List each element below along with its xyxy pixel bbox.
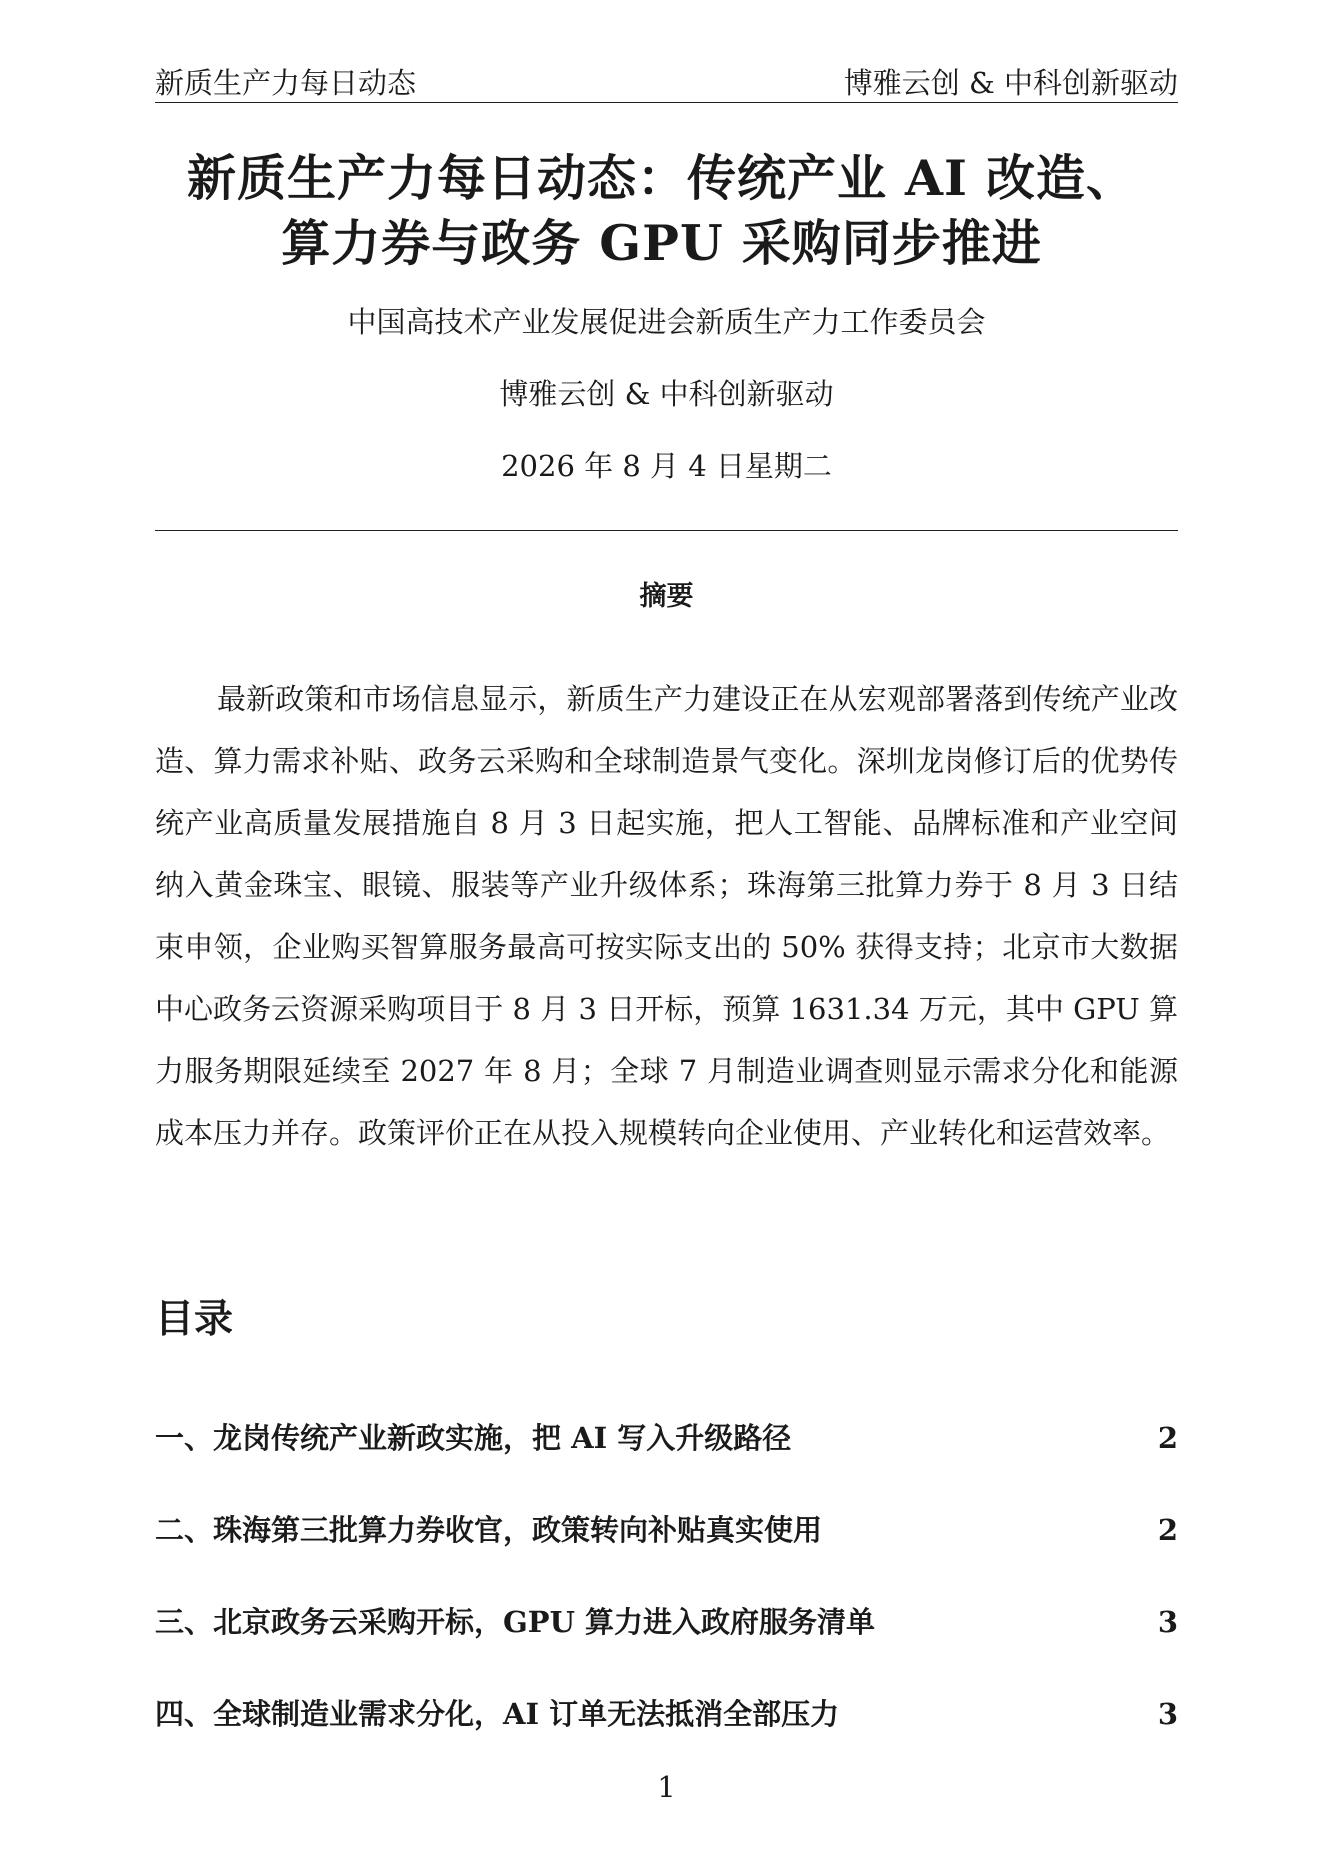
- document-title-line-2: 算力券与政务 GPU 采购同步推进: [281, 214, 1042, 272]
- author-publisher: 博雅云创 & 中科创新驱动: [499, 377, 834, 411]
- page-number: 1: [657, 1770, 676, 1804]
- toc-entry-page-number: 3: [1157, 1697, 1178, 1731]
- publication-date: 2026 年 8 月 4 日星期二: [501, 449, 832, 483]
- author-organization: 中国高技术产业发展促进会新质生产力工作委员会: [347, 305, 986, 339]
- toc-entry-page-number: 2: [1157, 1421, 1178, 1455]
- toc-entry-label: 三、北京政务云采购开标，GPU 算力进入政府服务清单: [155, 1605, 875, 1639]
- toc-entry-label: 一、龙岗传统产业新政实施，把 AI 写入升级路径: [155, 1421, 792, 1455]
- toc-entry-label: 四、全球制造业需求分化，AI 订单无法抵消全部压力: [155, 1697, 840, 1731]
- toc-entry-2[interactable]: [155, 1512, 1178, 1604]
- document-title: [120, 146, 1203, 276]
- toc-entry-label: 二、珠海第三批算力券收官，政策转向补贴真实使用: [155, 1513, 823, 1547]
- toc-entry-page-number: 2: [1157, 1513, 1178, 1547]
- header-publisher: 博雅云创 & 中科创新驱动: [843, 66, 1178, 100]
- toc-entry-3[interactable]: [155, 1604, 1178, 1696]
- toc-entry-page-number: 3: [1157, 1605, 1178, 1639]
- title-divider: [155, 530, 1178, 531]
- document-title-line-1: 新质生产力每日动态：传统产业 AI 改造、: [186, 149, 1137, 207]
- toc-entry-1[interactable]: [155, 1420, 1178, 1512]
- table-of-contents: [155, 1420, 1178, 1788]
- running-header: [155, 60, 1178, 103]
- header-publication-name: 新质生产力每日动态: [155, 66, 417, 100]
- abstract-body: 最新政策和市场信息显示，新质生产力建设正在从宏观部署落到传统产业改造、算力需求补贴、政务云采购和全球制造景气变化。深圳龙岗修订后的优势传统产业高质量发展措施自 8 月 3 日起实施，把人工智能、品牌标准和产业空间纳入黄金珠宝、眼镜、服装等产业升级体系；珠海第三批算力券于 8 月 3 日结束申领，企业购买智算服务最高可按实际支出的 50% 获得支持；北京市大数据中心政务云资源采购项目于 8 月 3 日开标，预算 1631.34 万元，其中 GPU 算力服务期限延续至 2027 年 8 月；全球 7 月制造业调查则显示需求分化和能源成本压力并存。政策评价正在从投入规模转向企业使用、产业转化和运营效率。: [155, 682, 1178, 1150]
- abstract-heading: 摘要: [639, 581, 694, 612]
- toc-heading: 目录: [155, 1296, 234, 1342]
